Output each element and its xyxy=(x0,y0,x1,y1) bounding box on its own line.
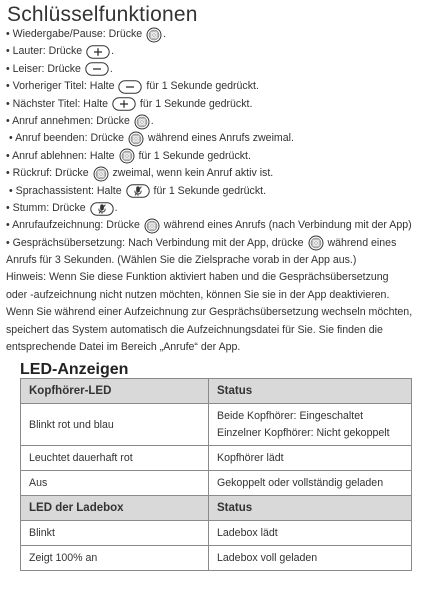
text-segment: während eines Anrufs (nach Verbindung mit der App) xyxy=(160,219,412,232)
minus-button-icon xyxy=(85,62,109,76)
table-row xyxy=(21,546,412,571)
multifunction-button-icon xyxy=(93,166,109,182)
text-line xyxy=(6,217,442,234)
text-segment: Wenn Sie während einer Aufzeichnung zur Gesprächsübersetzung wechseln möchten, xyxy=(6,306,413,319)
multifunction-button-icon xyxy=(308,235,324,251)
text-segment: • Anruf ablehnen: Halte xyxy=(6,149,118,162)
text-segment: speichert das System automatisch die Aufzeichnungsdatei für Sie. Sie finden die xyxy=(6,323,383,336)
text-segment: . xyxy=(111,45,115,58)
text-segment: • Lauter: Drücke xyxy=(6,45,86,58)
cell-text: Aus xyxy=(29,477,48,489)
status-cell xyxy=(209,521,412,546)
led-cell xyxy=(21,404,209,446)
plus-button-icon xyxy=(86,45,110,59)
table-header-row xyxy=(21,379,412,404)
cell-text: Status xyxy=(217,385,253,397)
text-line xyxy=(6,26,442,43)
text-segment: • Anruf beenden: Drücke xyxy=(9,132,127,145)
table-row xyxy=(21,521,412,546)
text-segment: für 1 Sekunde gedrückt. xyxy=(143,80,259,93)
status-cell xyxy=(209,446,412,471)
microphone-button-icon xyxy=(126,184,150,198)
text-segment: • Sprachassistent: Halte xyxy=(9,184,125,197)
text-segment: . xyxy=(163,28,167,40)
text-segment: . xyxy=(150,114,154,127)
cell-text: Einzelner Kopfhörer: Nicht gekoppelt xyxy=(217,426,390,439)
text-segment: • Leiser: Drücke xyxy=(6,62,84,75)
cell-text: LED der Ladebox xyxy=(29,502,124,514)
cell-text: Status xyxy=(217,502,253,514)
led-cell xyxy=(21,446,209,471)
text-segment: entsprechende Datei im Bereich „Anrufe“ der App. xyxy=(6,341,241,354)
text-line xyxy=(6,252,442,269)
text-line xyxy=(6,113,442,130)
text-line xyxy=(6,61,442,78)
text-segment: • Gesprächsübersetzung: Nach Verbindung mit der App, drücke xyxy=(6,236,307,249)
cell-text: Gekoppelt oder vollständig geladen xyxy=(217,477,384,489)
text-segment: zweimal, wenn kein Anruf aktiv ist. xyxy=(109,167,274,180)
text-segment: • Vorheriger Titel: Halte xyxy=(6,80,118,93)
text-segment: während eines Anrufs zweimal. xyxy=(144,132,294,145)
multifunction-button-icon xyxy=(119,148,135,164)
led-cell xyxy=(21,496,209,521)
text-segment: während eines xyxy=(324,236,397,249)
status-cell xyxy=(209,496,412,521)
text-line xyxy=(6,304,442,321)
multifunction-button-icon xyxy=(144,218,160,234)
text-line xyxy=(6,183,442,200)
multifunction-button-icon xyxy=(146,27,162,43)
mute-microphone-button-icon xyxy=(90,202,114,216)
cell-text: Kopfhörer lädt xyxy=(217,452,284,464)
text-line xyxy=(6,78,442,95)
text-segment: . xyxy=(114,201,118,214)
text-segment: • Nächster Titel: Halte xyxy=(6,97,111,110)
table-row xyxy=(21,404,412,446)
led-cell xyxy=(21,379,209,404)
plus-button-icon xyxy=(112,97,136,111)
multifunction-button-icon xyxy=(128,131,144,147)
text-line xyxy=(6,165,442,182)
key-functions-list xyxy=(6,26,442,356)
text-segment: Hinweis: Wenn Sie diese Funktion aktiviert haben und die Gesprächsübersetzung xyxy=(6,271,389,284)
table-header-row xyxy=(21,496,412,521)
cell-text: Ladebox voll geladen xyxy=(217,552,318,564)
text-segment: • Stumm: Drücke xyxy=(6,201,89,214)
table-row xyxy=(21,446,412,471)
status-cell xyxy=(209,471,412,496)
text-segment: • Wiedergabe/Pause: Drücke xyxy=(6,28,146,40)
text-segment: . xyxy=(109,62,113,75)
led-section-title: LED-Anzeigen xyxy=(20,361,129,378)
text-segment: oder -aufzeichnung nicht nutzen möchten, können Sie sie in der App deaktivieren. xyxy=(6,288,390,301)
text-segment: für 1 Sekunde gedrückt. xyxy=(150,184,267,197)
text-line xyxy=(6,235,442,252)
text-line xyxy=(6,148,442,165)
text-line xyxy=(6,322,442,339)
text-line xyxy=(6,96,442,113)
status-cell xyxy=(209,404,412,446)
cell-text: Kopfhörer-LED xyxy=(29,385,112,397)
text-segment: für 1 Sekunde gedrückt. xyxy=(135,149,251,162)
text-line xyxy=(6,269,442,286)
cell-text: Zeigt 100% an xyxy=(29,552,98,564)
text-segment: • Anruf annehmen: Drücke xyxy=(6,114,133,127)
page-title: Schlüsselfunktionen xyxy=(7,3,198,26)
led-cell xyxy=(21,471,209,496)
minus-button-icon xyxy=(118,80,142,94)
cell-text: Leuchtet dauerhaft rot xyxy=(29,452,133,464)
led-cell xyxy=(21,521,209,546)
text-segment: für 1 Sekunde gedrückt. xyxy=(136,97,253,110)
cell-text: Ladebox lädt xyxy=(217,527,278,539)
led-table xyxy=(20,378,412,571)
text-line xyxy=(6,200,442,217)
cell-text: Blinkt xyxy=(29,527,55,539)
status-cell xyxy=(209,546,412,571)
text-line xyxy=(6,43,442,60)
status-cell xyxy=(209,379,412,404)
text-line xyxy=(6,287,442,304)
text-segment: • Anrufaufzeichnung: Drücke xyxy=(6,219,143,232)
text-line xyxy=(6,130,442,147)
led-cell xyxy=(21,546,209,571)
text-line xyxy=(6,339,442,356)
text-segment: • Rückruf: Drücke xyxy=(6,167,92,180)
table-row xyxy=(21,471,412,496)
multifunction-button-icon xyxy=(134,114,150,130)
cell-text: Blinkt rot und blau xyxy=(29,418,114,431)
text-segment: Anrufs für 3 Sekunden. (Wählen Sie die Zielsprache vorab in der App aus.) xyxy=(6,254,357,267)
cell-text: Beide Kopfhörer: Eingeschaltet xyxy=(217,409,364,422)
